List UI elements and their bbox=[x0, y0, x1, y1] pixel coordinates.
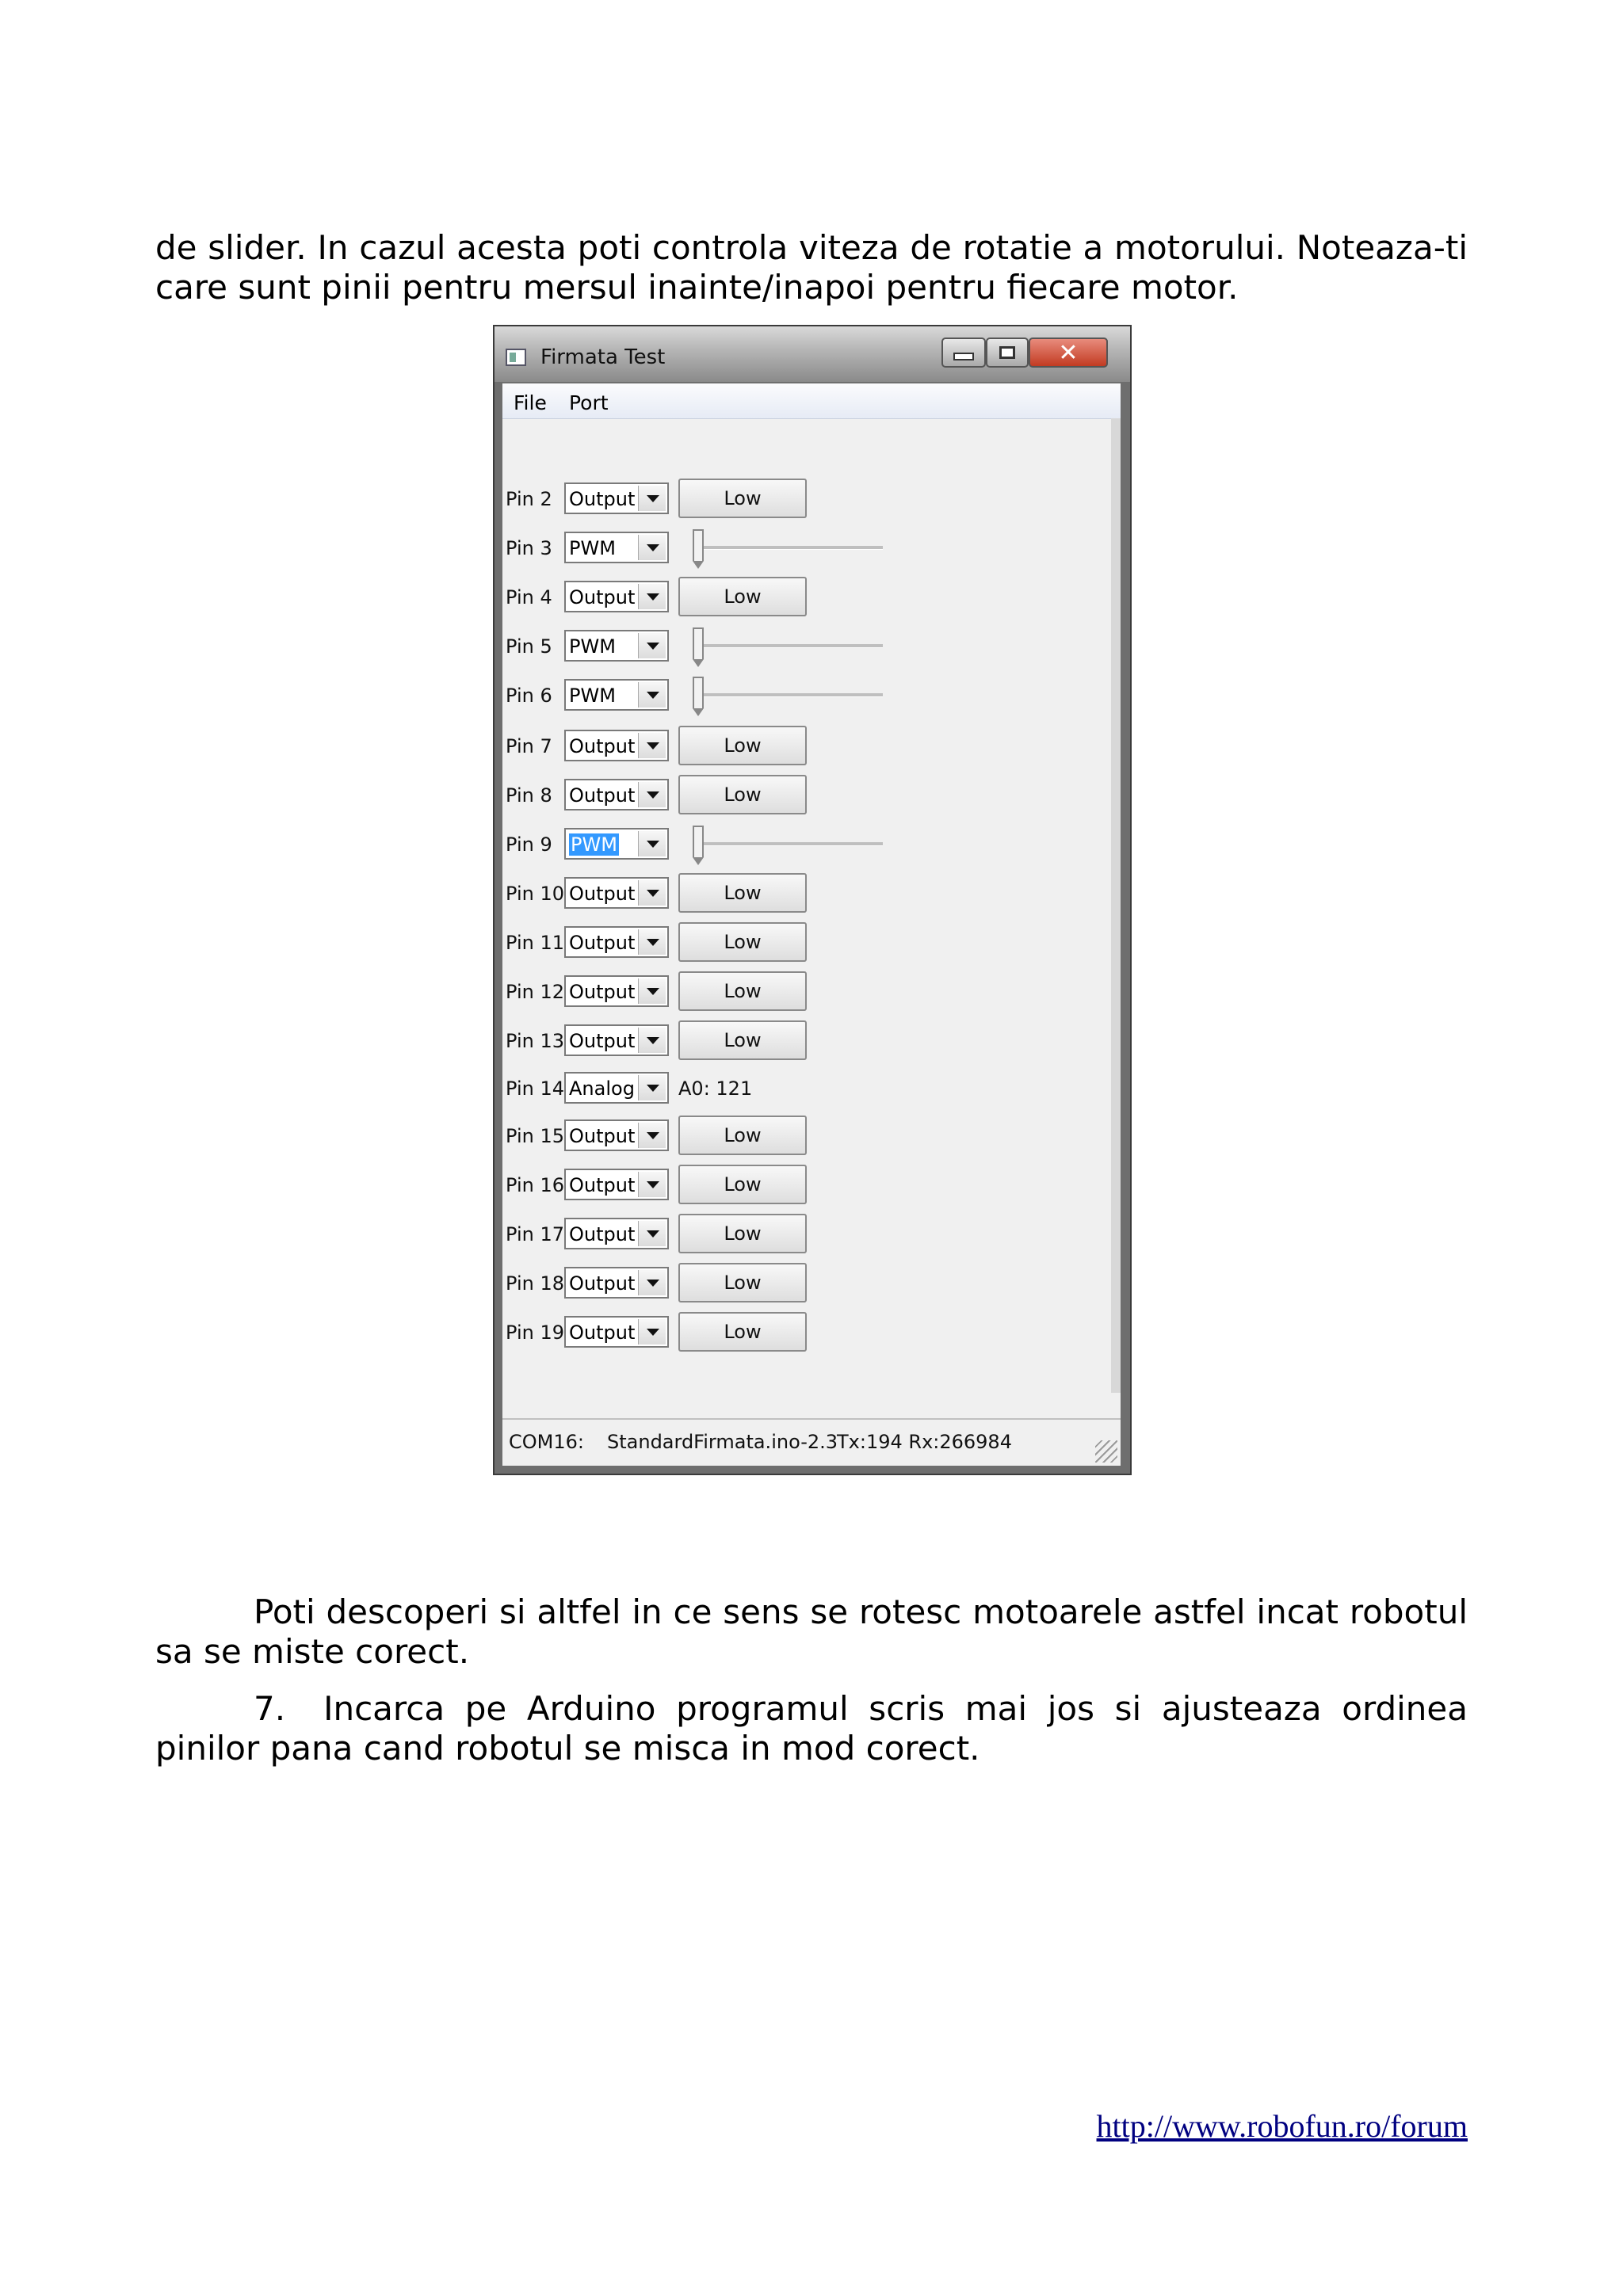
pin-label: Pin 12 bbox=[506, 981, 564, 1003]
pin-mode-value: Output bbox=[569, 932, 636, 954]
pin-mode-select[interactable] bbox=[564, 1267, 669, 1299]
pin-mode-select[interactable] bbox=[564, 581, 669, 612]
pin-label: Pin 19 bbox=[506, 1322, 564, 1344]
pin-mode-value: Output bbox=[569, 981, 636, 1003]
minimize-icon bbox=[953, 353, 974, 360]
pin-label: Pin 14 bbox=[506, 1077, 564, 1100]
pin-label: Pin 5 bbox=[506, 635, 552, 658]
pin-mode-select[interactable] bbox=[564, 532, 669, 563]
pin-mode-value: PWM bbox=[571, 833, 617, 856]
chevron-down-icon[interactable] bbox=[638, 1270, 666, 1295]
window-edge bbox=[1111, 418, 1121, 1393]
pin-label: Pin 18 bbox=[506, 1272, 564, 1295]
menu-bar bbox=[502, 383, 1121, 419]
paragraph-direction bbox=[155, 1592, 1468, 1672]
pwm-slider[interactable] bbox=[693, 675, 883, 715]
pin-mode-value: Analog bbox=[569, 1077, 635, 1100]
step-number: 7. bbox=[254, 1689, 286, 1728]
window-title: Firmata Test bbox=[540, 345, 666, 369]
chevron-down-icon[interactable] bbox=[638, 929, 666, 955]
pin-label: Pin 7 bbox=[506, 735, 552, 757]
chevron-down-icon[interactable] bbox=[638, 782, 666, 807]
slider-track bbox=[693, 546, 883, 550]
menu-file[interactable]: File bbox=[514, 391, 547, 414]
pin-mode-select[interactable] bbox=[564, 1218, 669, 1249]
pwm-slider[interactable] bbox=[693, 626, 883, 666]
slider-track bbox=[693, 842, 883, 846]
firmata-test-window bbox=[493, 325, 1132, 1475]
slider-track bbox=[693, 644, 883, 648]
pin-state-button[interactable]: Low bbox=[678, 1116, 807, 1155]
pin-mode-select[interactable] bbox=[564, 1316, 669, 1348]
pin-state-button[interactable]: Low bbox=[678, 1312, 807, 1352]
title-bar[interactable] bbox=[495, 326, 1130, 382]
pin-mode-value: PWM bbox=[569, 537, 616, 559]
footer-forum-link[interactable]: http://www.robofun.ro/forum bbox=[1096, 2108, 1468, 2144]
chevron-down-icon[interactable] bbox=[638, 682, 666, 707]
chevron-down-icon[interactable] bbox=[638, 978, 666, 1004]
slider-thumb[interactable] bbox=[693, 826, 704, 857]
pin-state-button[interactable]: Low bbox=[678, 1020, 807, 1060]
pin-state-button[interactable]: Low bbox=[678, 1165, 807, 1204]
pin-label: Pin 6 bbox=[506, 685, 552, 707]
pin-mode-select[interactable] bbox=[564, 679, 669, 711]
close-icon: ✕ bbox=[1058, 338, 1079, 367]
pin-mode-select[interactable] bbox=[564, 877, 669, 909]
pin-mode-select[interactable] bbox=[564, 828, 669, 860]
pin-mode-value: Output bbox=[569, 488, 636, 510]
pin-mode-value: PWM bbox=[569, 685, 616, 707]
paragraph-direction-text: Poti descoperi si altfel in ce sens se rotesc motoarele astfel incat robotul sa se miste corect. bbox=[155, 1592, 1468, 1671]
pin-label: Pin 3 bbox=[506, 537, 552, 559]
paragraph-intro: de slider. In cazul acesta poti controla viteza de rotatie a motorului. Noteaza-ti care sunt pinii pentru mersul inainte/inapoi pentru fiecare motor. bbox=[155, 228, 1468, 307]
pin-mode-value: Output bbox=[569, 586, 636, 608]
pwm-slider[interactable] bbox=[693, 824, 883, 864]
pin-label: Pin 15 bbox=[506, 1125, 564, 1147]
pin-mode-value: Output bbox=[569, 1030, 636, 1052]
chevron-down-icon[interactable] bbox=[638, 1319, 666, 1344]
pin-mode-value: Output bbox=[569, 1223, 636, 1245]
pin-label: Pin 13 bbox=[506, 1030, 564, 1052]
pin-label: Pin 17 bbox=[506, 1223, 564, 1245]
slider-thumb[interactable] bbox=[693, 677, 704, 708]
pin-mode-select[interactable] bbox=[564, 730, 669, 761]
pin-state-button[interactable]: Low bbox=[678, 1214, 807, 1253]
pin-state-button[interactable]: Low bbox=[678, 726, 807, 765]
pin-state-button[interactable]: Low bbox=[678, 971, 807, 1011]
pwm-slider[interactable] bbox=[693, 528, 883, 567]
pin-label: Pin 10 bbox=[506, 883, 564, 905]
pin-mode-value: Output bbox=[569, 1125, 636, 1147]
resize-grip-icon[interactable] bbox=[1095, 1440, 1117, 1463]
chevron-down-icon[interactable] bbox=[638, 831, 666, 856]
pin-mode-value: Output bbox=[569, 1272, 636, 1295]
pin-state-button[interactable]: Low bbox=[678, 775, 807, 814]
pin-state-button[interactable]: Low bbox=[678, 479, 807, 518]
chevron-down-icon[interactable] bbox=[638, 1221, 666, 1246]
close-button[interactable] bbox=[1029, 338, 1108, 368]
app-icon bbox=[506, 349, 526, 366]
slider-track bbox=[693, 693, 883, 697]
pin-mode-value: Output bbox=[569, 784, 636, 807]
pin-mode-value: Output bbox=[569, 1174, 636, 1196]
chevron-down-icon[interactable] bbox=[638, 1123, 666, 1148]
chevron-down-icon[interactable] bbox=[638, 733, 666, 758]
window-client-area bbox=[502, 383, 1121, 1466]
pin-mode-value: Output bbox=[569, 735, 636, 757]
pin-state-button[interactable]: Low bbox=[678, 577, 807, 616]
pin-mode-select[interactable] bbox=[564, 482, 669, 514]
pin-label: Pin 11 bbox=[506, 932, 564, 954]
pin-mode-select[interactable] bbox=[564, 926, 669, 958]
analog-readout: A0: 121 bbox=[678, 1077, 753, 1100]
chevron-down-icon[interactable] bbox=[638, 486, 666, 511]
pin-mode-select[interactable] bbox=[564, 1024, 669, 1056]
pin-label: Pin 8 bbox=[506, 784, 552, 807]
chevron-down-icon[interactable] bbox=[638, 633, 666, 658]
pin-mode-value: Output bbox=[569, 883, 636, 905]
chevron-down-icon[interactable] bbox=[638, 1028, 666, 1053]
maximize-icon bbox=[999, 346, 1015, 359]
status-firmware: StandardFirmata.ino-2.3 bbox=[607, 1431, 838, 1453]
minimize-button[interactable] bbox=[941, 338, 986, 368]
menu-port[interactable]: Port bbox=[569, 391, 609, 414]
maximize-button[interactable] bbox=[986, 338, 1029, 368]
pin-label: Pin 2 bbox=[506, 488, 552, 510]
status-port: COM16: bbox=[509, 1431, 584, 1453]
pin-mode-value: Output bbox=[569, 1322, 636, 1344]
status-traffic: Tx:194 Rx:266984 bbox=[837, 1431, 1012, 1453]
paragraph-step-7 bbox=[155, 1689, 1468, 1768]
pin-label: Pin 4 bbox=[506, 586, 552, 608]
pin-label: Pin 16 bbox=[506, 1174, 564, 1196]
pin-mode-select[interactable] bbox=[564, 1119, 669, 1151]
pin-mode-select[interactable] bbox=[564, 1072, 669, 1104]
chevron-down-icon[interactable] bbox=[638, 1172, 666, 1197]
pin-mode-select[interactable] bbox=[564, 1169, 669, 1200]
pin-label: Pin 9 bbox=[506, 833, 552, 856]
pin-mode-select[interactable] bbox=[564, 779, 669, 810]
chevron-down-icon[interactable] bbox=[638, 584, 666, 609]
pin-mode-select[interactable] bbox=[564, 630, 669, 662]
pin-state-button[interactable]: Low bbox=[678, 1263, 807, 1302]
status-bar bbox=[502, 1418, 1121, 1466]
slider-thumb[interactable] bbox=[693, 627, 704, 659]
pin-state-button[interactable]: Low bbox=[678, 922, 807, 962]
pin-state-button[interactable]: Low bbox=[678, 873, 807, 913]
pin-mode-value: PWM bbox=[569, 635, 616, 658]
pin-mode-select[interactable] bbox=[564, 975, 669, 1007]
chevron-down-icon[interactable] bbox=[638, 535, 666, 560]
chevron-down-icon[interactable] bbox=[638, 1075, 666, 1100]
chevron-down-icon[interactable] bbox=[638, 880, 666, 906]
slider-thumb[interactable] bbox=[693, 529, 704, 561]
paragraph-step-7-text: Incarca pe Arduino programul scris mai jos si ajusteaza ordinea pinilor pana cand robotul se misca in mod corect. bbox=[155, 1689, 1468, 1768]
